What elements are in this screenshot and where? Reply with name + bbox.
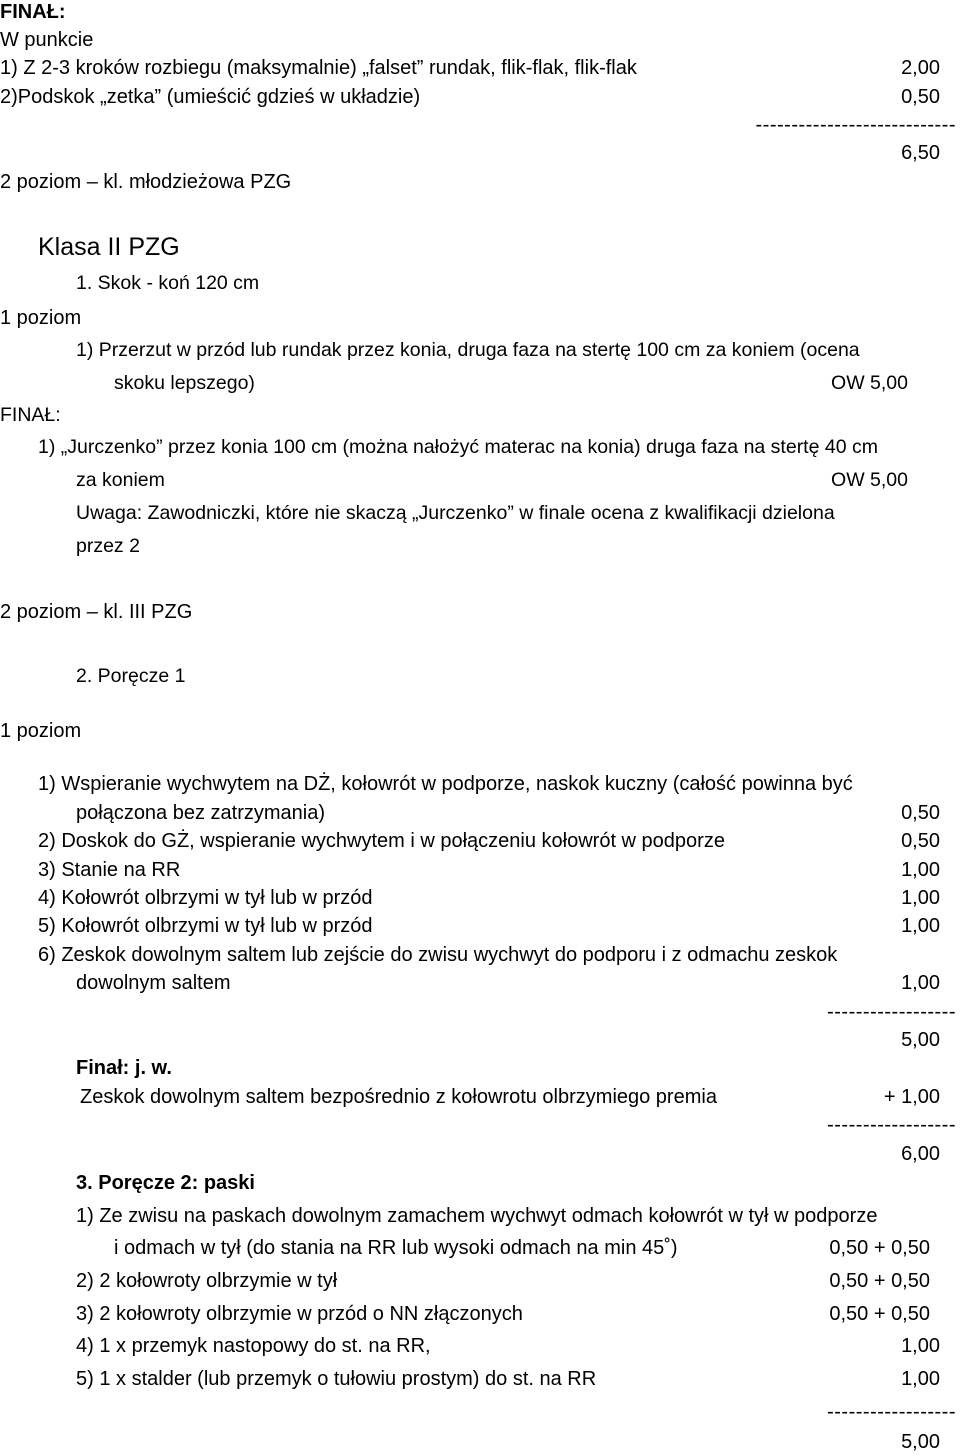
porecze-item-2-text: 2) Doskok do GŻ, wspieranie wychwytem i w połączeniu kołowrót w podporze	[38, 830, 725, 852]
paski-item-1-line-1: 1) Ze zwisu na paskach dowolnym zamachem wychwyt odmach kołowrót w tył w podporze	[76, 1205, 878, 1227]
porecze-final-total: 6,00	[901, 1143, 940, 1165]
porecze-item-5-score: 1,00	[901, 915, 940, 937]
separator-dashes: ----------------------------	[755, 114, 956, 136]
porecze-item-3-score: 1,00	[901, 859, 940, 881]
skok-final-1-line-2: za koniem	[76, 469, 165, 491]
porecze-item-2-score: 0,50	[901, 830, 940, 852]
section-title-porecze-1: 2. Poręcze 1	[76, 665, 186, 687]
uwaga-note-line-1: Uwaga: Zawodniczki, które nie skaczą „Jurczenko” w finale ocena z kwalifikacji dzielona	[76, 502, 835, 524]
final-item-1-score: 2,00	[901, 57, 940, 79]
porecze-item-5-text: 5) Kołowrót olbrzymi w tył lub w przód	[38, 915, 373, 937]
paski-item-3-score: 0,50 + 0,50	[829, 1303, 930, 1325]
paski-item-2-text: 2) 2 kołowroty olbrzymie w tył	[76, 1270, 338, 1292]
class-heading: Klasa II PZG	[38, 233, 180, 261]
porecze-item-3-text: 3) Stanie na RR	[38, 859, 181, 881]
final-total: 6,50	[901, 142, 940, 164]
paski-item-1-line-2: i odmach w tył (do stania na RR lub wysoki odmach na min 45˚)	[114, 1237, 678, 1259]
paski-item-5-text: 5) 1 x stalder (lub przemyk o tułowiu prostym) do st. na RR	[76, 1368, 597, 1390]
level-heading: 2 poziom – kl. młodzieżowa PZG	[0, 171, 292, 193]
separator-dashes-3: ------------------	[827, 1114, 956, 1136]
final-label: FINAŁ:	[0, 1, 66, 23]
paski-item-5-score: 1,00	[901, 1368, 940, 1390]
porecze-item-1-line-2: połączona bez zatrzymania)	[76, 802, 326, 824]
skok-item-1-line-2: skoku lepszego)	[114, 372, 255, 394]
skok-final-1-score: OW 5,00	[831, 469, 908, 491]
separator-dashes-2: ------------------	[827, 1001, 956, 1023]
final-item-1-text: 1) Z 2-3 kroków rozbiegu (maksymalnie) „falset” rundak, flik-flak, flik-flak	[0, 57, 637, 79]
porecze-item-1-line-1: 1) Wspieranie wychwytem na DŻ, kołowrót w podporze, naskok kuczny (całość powinna być	[38, 773, 853, 795]
separator-dashes-4: ------------------	[827, 1401, 956, 1423]
w-punkcie-text: W punkcie	[0, 29, 94, 51]
porecze-item-1-score: 0,50	[901, 802, 940, 824]
level-label-2: 1 poziom	[0, 720, 82, 742]
paski-item-2-score: 0,50 + 0,50	[829, 1270, 930, 1292]
porecze-item-4-score: 1,00	[901, 887, 940, 909]
skok-item-1-line-1: 1) Przerzut w przód lub rundak przez konia, druga faza na stertę 100 cm za koniem (ocena	[76, 339, 860, 361]
paski-total: 5,00	[901, 1431, 940, 1453]
paski-item-1-score: 0,50 + 0,50	[829, 1237, 930, 1259]
skok-final-1-line-1: 1) „Jurczenko” przez konia 100 cm (można nałożyć materac na konia) druga faza na stertę 40 cm	[38, 436, 878, 458]
final-item-2-text: 2)Podskok „zetka” (umieścić gdzieś w układzie)	[0, 86, 421, 108]
porecze-total: 5,00	[901, 1029, 940, 1051]
level-heading-kl3: 2 poziom – kl. III PZG	[0, 601, 193, 623]
final-jw-label: Finał: j. w.	[76, 1057, 172, 1079]
premia-text: Zeskok dowolnym saltem bezpośrednio z kołowrotu olbrzymiego premia	[80, 1086, 717, 1108]
skok-item-1-score: OW 5,00	[831, 372, 908, 394]
section-title-skok: 1. Skok - koń 120 cm	[76, 272, 260, 294]
porecze-item-6-score: 1,00	[901, 972, 940, 994]
premia-score: + 1,00	[883, 1086, 940, 1108]
paski-item-4-score: 1,00	[901, 1335, 940, 1357]
uwaga-note-line-2: przez 2	[76, 535, 140, 557]
final-item-2-score: 0,50	[901, 86, 940, 108]
porecze-item-6-line-2: dowolnym saltem	[76, 972, 231, 994]
porecze-item-4-text: 4) Kołowrót olbrzymi w tył lub w przód	[38, 887, 373, 909]
porecze-item-6-line-1: 6) Zeskok dowolnym saltem lub zejście do zwisu wychwyt do podporu i z odmachu zeskok	[38, 944, 838, 966]
section-title-porecze-2: 3. Poręcze 2: paski	[76, 1172, 255, 1194]
level-label: 1 poziom	[0, 307, 82, 329]
paski-item-3-text: 3) 2 kołowroty olbrzymie w przód o NN złączonych	[76, 1303, 523, 1325]
final-label-2: FINAŁ:	[0, 404, 61, 426]
paski-item-4-text: 4) 1 x przemyk nastopowy do st. na RR,	[76, 1335, 431, 1357]
